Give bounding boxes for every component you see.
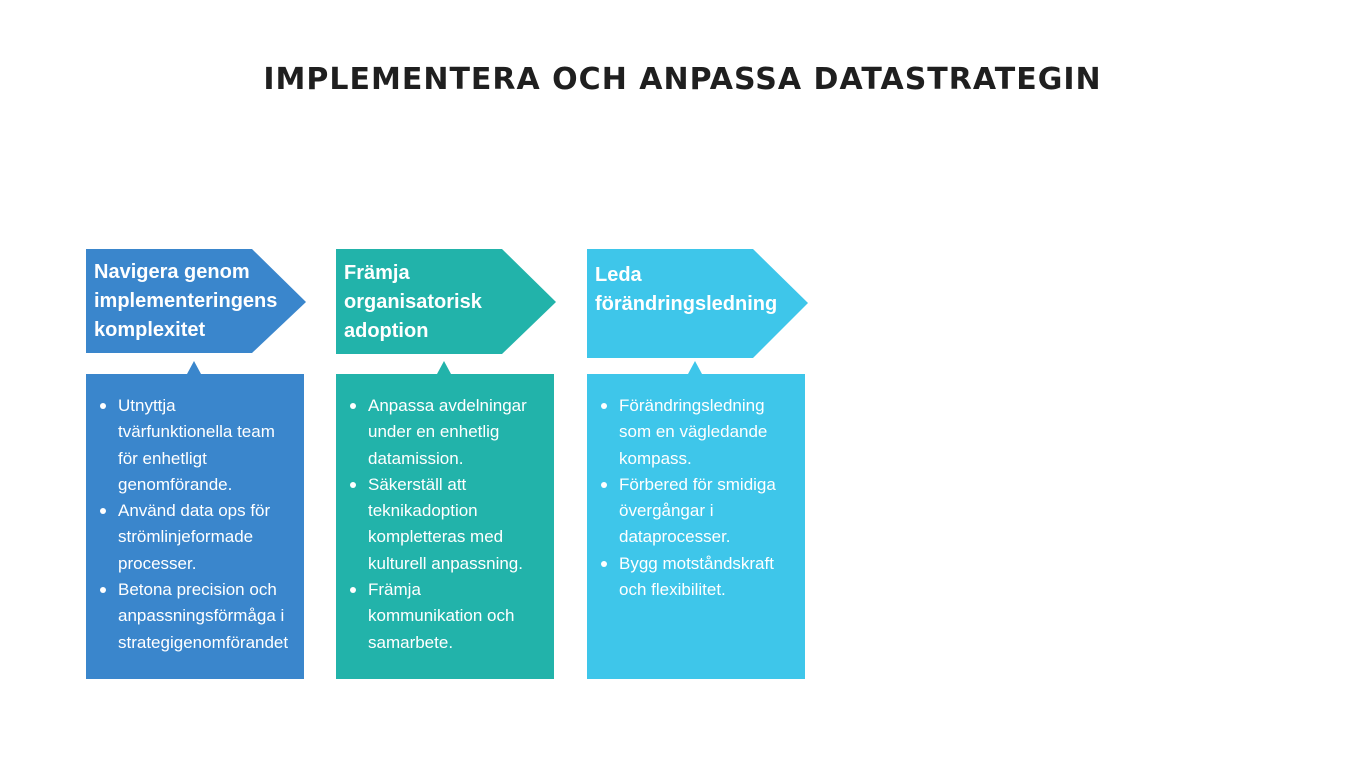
notch-pointer-2 [437, 361, 451, 374]
step-body-3 [587, 374, 805, 679]
step-title-2: Främja organisatorisk adoption [344, 262, 482, 342]
bullet-item: Anpassa avdelningar under en enhetlig datamission. [346, 393, 550, 472]
step-title-3: Leda förändringsledning [595, 264, 778, 315]
step-body-1 [86, 374, 304, 679]
bullet-item: Säkerställ att teknikadoption kompletteras med kulturell anpassning. [346, 472, 550, 577]
notch-pointer-3 [688, 361, 702, 374]
bullet-item: Förändringsledning som en vägledande kompass. [597, 393, 801, 472]
bullet-item: Förbered för smidiga övergångar i dataprocesser. [597, 472, 801, 551]
bullet-list-1 [96, 393, 300, 656]
bullet-item: Främja kommunikation och samarbete. [346, 577, 550, 656]
bullet-item: Betona precision och anpassningsförmåga i strategigenomförandet [96, 577, 300, 656]
bullet-item: Bygg motståndskraft och flexibilitet. [597, 551, 801, 604]
step-body-2 [336, 374, 554, 679]
bullet-item: Använd data ops för strömlinjeformade processer. [96, 498, 300, 577]
notch-pointer-1 [187, 361, 201, 374]
step-title-1: Navigera genom implementeringens komplexitet [94, 261, 278, 341]
bullet-item: Utnyttja tvärfunktionella team för enhetligt genomförande. [96, 393, 300, 498]
bullet-list-2 [346, 393, 550, 656]
bullet-list-3 [597, 393, 801, 603]
slide-title: IMPLEMENTERA OCH ANPASSA DATASTRATEGIN [263, 62, 1102, 97]
